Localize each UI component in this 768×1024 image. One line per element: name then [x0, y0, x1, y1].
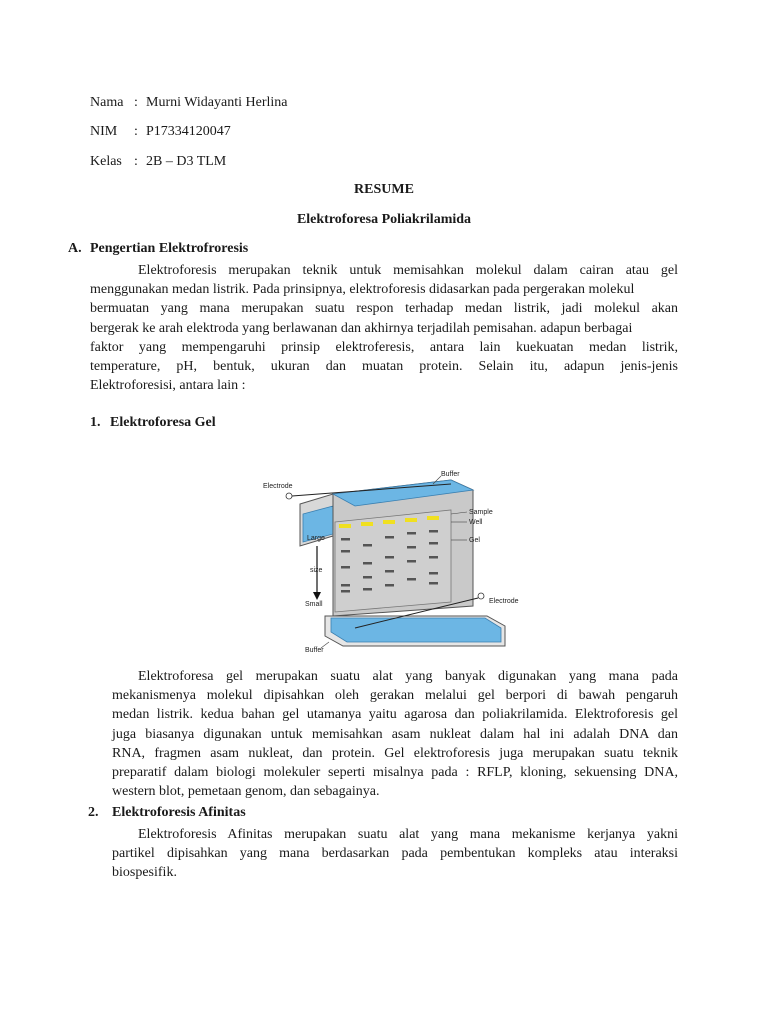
nim-sep: :	[134, 124, 138, 139]
item-2-paragraph	[112, 825, 678, 883]
paragraph-line: Elektroforesis Afinitas merupakan suatu alat yang mana mekanisme kerjanya yakni	[138, 827, 678, 842]
paragraph-line: preparatif dalam biologi molekuler seperti misalnya pada : RFLP, kloning, sekuensing DNA,	[112, 765, 678, 781]
document-title: RESUME	[354, 182, 414, 197]
label-buffer-bottom: Buffer	[305, 647, 324, 654]
label-large: Large	[307, 535, 325, 542]
electrode-right-icon	[478, 593, 484, 599]
item-1-heading	[90, 415, 216, 431]
paragraph-line: mekanismenya molekul dipisahkan oleh gerakan melalui gel berpori di bawah pengaruh	[112, 688, 678, 704]
section-a-title: Pengertian Elektrofroresis	[90, 241, 249, 256]
label-sample: Sample	[469, 509, 493, 516]
nim-key: NIM	[90, 124, 118, 139]
label-gel: Gel	[469, 537, 480, 544]
name-value: Murni Widayanti Herlina	[146, 95, 288, 110]
item-1-paragraph	[112, 667, 678, 801]
paragraph-line: temperature, pH, bentuk, ukuran dan muatan protein. Selain itu, adapun jenis-jenis	[90, 359, 678, 375]
label-electrode-left: Electrode	[263, 483, 293, 490]
paragraph-line: faktor yang mempengaruhi prinsip elektroferesis, antara lain kuekuatan medan listrik,	[90, 339, 678, 355]
kelas-row	[90, 153, 226, 171]
label-small: Small	[305, 601, 323, 608]
paragraph-line: partikel dipisahkan yang mana berdasarkan pada pembentukan kompleks atau interaksi	[112, 846, 678, 862]
section-a-number: A.	[68, 241, 82, 256]
name-row	[90, 94, 287, 112]
nim-value: P17334120047	[146, 124, 231, 139]
label-buffer-top: Buffer	[441, 471, 460, 478]
kelas-value: 2B – D3 TLM	[146, 154, 227, 169]
size-arrowhead	[313, 592, 321, 600]
name-key: Nama	[90, 95, 124, 110]
name-sep: :	[134, 95, 138, 110]
paragraph-line: juga biasanya digunakan untuk memisahkan asam nukleat dalam hal ini adalah DNA dan	[112, 726, 678, 742]
gel-electrophoresis-figure	[255, 466, 527, 656]
paragraph-line: Elektroforesa gel merupakan suatu alat yang banyak digunakan yang mana pada	[138, 669, 678, 684]
label-electrode-right: Electrode	[489, 598, 519, 605]
sample-well	[361, 522, 373, 526]
item-2-title: Elektroforesis Afinitas	[112, 805, 246, 820]
sample-well	[339, 524, 351, 528]
label-size: size	[310, 567, 323, 574]
item-2-heading	[88, 805, 246, 821]
item-1-title: Elektroforesa Gel	[110, 415, 216, 430]
document-subtitle: Elektroforesa Poliakrilamida	[296, 212, 472, 227]
paragraph-line: biospesifik.	[112, 865, 177, 881]
paragraph-line: bergerak ke arah elektroda yang berlawanan dan akhirnya terjadilah pemisahan. adapun berbagai	[90, 320, 633, 336]
electrode-left-icon	[286, 493, 292, 499]
paragraph-line: western blot, pemetaan genom, dan sebagainya.	[112, 784, 380, 800]
label-well: Well	[469, 519, 483, 526]
item-2-number: 2.	[88, 805, 99, 820]
sample-well	[405, 518, 417, 522]
paragraph-line: RNA, fragmen asam nukleat, dan protein. Gel elektroforesis juga merupakan suatu teknik	[112, 745, 678, 761]
paragraph-line: Elektroforesis merupakan teknik untuk memisahkan molekul dalam cairan atau gel	[138, 263, 678, 278]
kelas-sep: :	[134, 154, 138, 169]
paragraph-line: Elektroforesisi, antara lain :	[90, 378, 246, 394]
item-1-number: 1.	[90, 415, 101, 430]
sample-well	[427, 516, 439, 520]
gel-apparatus-diagram	[255, 466, 527, 656]
kelas-key: Kelas	[90, 154, 122, 169]
gel-slab	[335, 510, 451, 612]
lower-buffer	[331, 618, 501, 642]
nim-row	[90, 123, 231, 141]
paragraph-line: medan listrik. kedua bahan gel utamanya yaitu agarosa dan poliakrilamida. Elektroforesis gel	[112, 707, 678, 723]
sample-well	[383, 520, 395, 524]
section-a-paragraph	[90, 261, 678, 395]
paragraph-line: bermuatan yang mana merupakan suatu respon terhadap medan listrik, jadi molekul akan	[90, 301, 678, 317]
section-a-heading	[68, 241, 248, 257]
paragraph-line: menggunakan medan listrik. Pada prinsipnya, elektroforesis didasarkan pada pergerakan molekul	[90, 282, 635, 298]
